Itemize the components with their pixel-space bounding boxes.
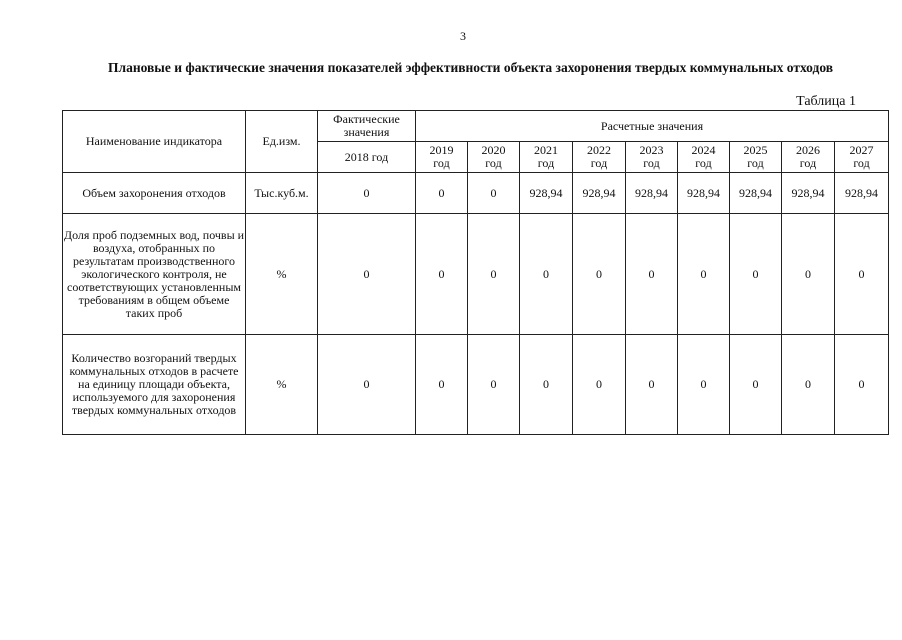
value-cell: 0	[520, 214, 573, 335]
value-cell: 0	[678, 335, 730, 435]
header-year-number: 2026	[796, 143, 820, 157]
header-unit: Ед.изм.	[246, 111, 318, 173]
unit-cell: %	[246, 214, 318, 335]
value-cell: 0	[573, 335, 626, 435]
table-row	[63, 214, 889, 335]
value-cell: 928,94	[678, 173, 730, 214]
header-year	[626, 142, 678, 173]
header-actual: Фактические значения	[318, 111, 416, 142]
value-cell: 0	[468, 335, 520, 435]
indicator-name: Количество возгораний твердых коммунальных отходов в расчете на единицу площади объекта, используемого для захоронения твердых коммунальных отходов	[63, 335, 246, 435]
value-cell: 928,94	[835, 173, 889, 214]
header-year	[782, 142, 835, 173]
header-year	[416, 142, 468, 173]
header-year	[520, 142, 573, 173]
unit-cell: Тыс.куб.м.	[246, 173, 318, 214]
header-year-number: 2023	[639, 143, 664, 157]
header-year-suffix: год	[537, 156, 555, 170]
value-cell: 928,94	[782, 173, 835, 214]
header-year-suffix: год	[590, 156, 608, 170]
header-year-suffix: год	[799, 156, 817, 170]
value-cell: 928,94	[626, 173, 678, 214]
header-year	[678, 142, 730, 173]
value-cell: 928,94	[573, 173, 626, 214]
header-year-suffix: год	[485, 156, 502, 170]
value-cell: 0	[835, 214, 889, 335]
header-year-suffix: год	[695, 156, 712, 170]
indicators-table	[62, 110, 889, 435]
value-cell: 0	[468, 173, 520, 214]
header-year-suffix: год	[433, 156, 450, 170]
table-row	[63, 335, 889, 435]
header-year	[468, 142, 520, 173]
header-actual-year: 2018 год	[318, 142, 416, 173]
header-year-number: 2021	[534, 143, 558, 157]
header-year-suffix: год	[853, 156, 870, 170]
table-label: Таблица 1	[796, 94, 856, 109]
header-year-number: 2020	[481, 143, 506, 157]
value-cell: 0	[416, 214, 468, 335]
header-year-suffix: год	[747, 156, 764, 170]
header-year-number: 2025	[743, 143, 768, 157]
value-cell: 0	[626, 335, 678, 435]
value-cell: 0	[626, 214, 678, 335]
table-row	[63, 173, 889, 214]
header-year-number: 2027	[849, 143, 874, 157]
table-header-row	[63, 111, 889, 142]
value-cell: 0	[782, 214, 835, 335]
header-indicator: Наименование индикатора	[63, 111, 246, 173]
value-cell: 0	[835, 335, 889, 435]
value-cell: 0	[520, 335, 573, 435]
actual-value: 0	[318, 214, 416, 335]
value-cell: 928,94	[730, 173, 782, 214]
header-year-number: 2019	[429, 143, 454, 157]
actual-value: 0	[318, 335, 416, 435]
unit-cell: %	[246, 335, 318, 435]
value-cell: 0	[782, 335, 835, 435]
header-year-number: 2024	[691, 143, 716, 157]
value-cell: 0	[468, 214, 520, 335]
indicator-name: Объем захоронения отходов	[63, 173, 246, 214]
value-cell: 0	[678, 214, 730, 335]
document-title: Плановые и фактические значения показателей эффективности объекта захоронения твердых коммунальных отходов	[108, 60, 834, 75]
header-year	[835, 142, 889, 173]
header-year-suffix: год	[643, 156, 660, 170]
value-cell: 928,94	[520, 173, 573, 214]
value-cell: 0	[416, 173, 468, 214]
header-calculated: Расчетные значения	[416, 111, 889, 142]
actual-value: 0	[318, 173, 416, 214]
page-number: 3	[460, 29, 466, 43]
value-cell: 0	[730, 214, 782, 335]
value-cell: 0	[573, 214, 626, 335]
header-year-number: 2022	[587, 143, 611, 157]
value-cell: 0	[730, 335, 782, 435]
header-year	[573, 142, 626, 173]
header-year	[730, 142, 782, 173]
value-cell: 0	[416, 335, 468, 435]
indicator-name: Доля проб подземных вод, почвы и воздуха, отобранных по результатам производственного экологического контроля, не соответствующих установленным требованиям в общем объеме таких проб	[63, 214, 246, 335]
